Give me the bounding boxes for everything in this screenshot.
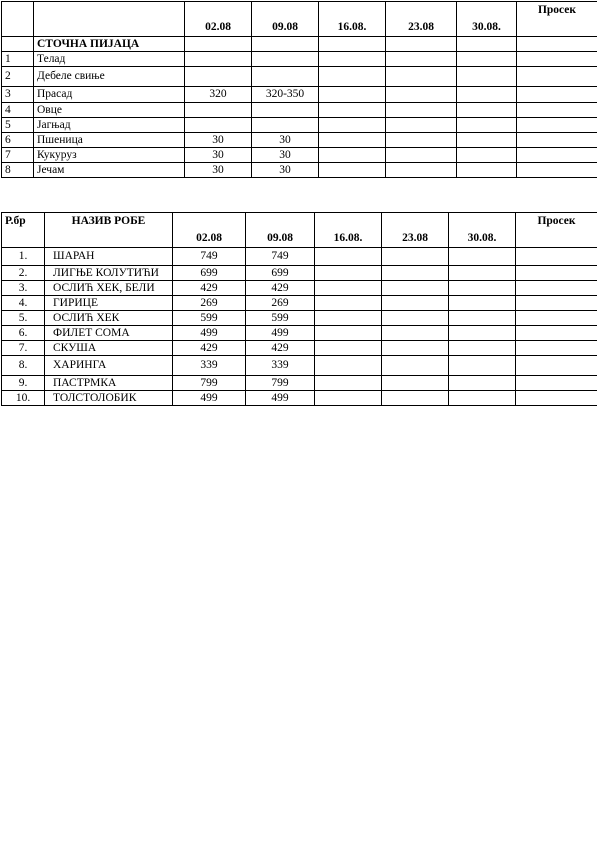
livestock-num-header [2, 2, 34, 37]
price-cell [449, 296, 516, 311]
price-cell: 429 [246, 281, 315, 296]
average-cell [517, 103, 597, 118]
price-cell [449, 326, 516, 341]
average-cell [516, 311, 597, 326]
livestock-table-row [2, 163, 597, 178]
livestock-table-row [2, 67, 597, 87]
livestock-price-table [1, 1, 597, 178]
price-cell [315, 341, 382, 356]
price-cell [315, 356, 382, 376]
row-number: 4. [2, 296, 45, 311]
item-name: Јечам [34, 163, 185, 178]
price-cell: 599 [173, 311, 246, 326]
fish-table-row [2, 341, 597, 356]
item-name: ШАРАН [45, 248, 173, 266]
price-cell [315, 266, 382, 281]
row-number: 9. [2, 376, 45, 391]
price-cell: 699 [173, 266, 246, 281]
price-cell: 30 [185, 163, 252, 178]
price-cell [319, 67, 386, 87]
price-cell [449, 311, 516, 326]
item-name: Кукуруз [34, 148, 185, 163]
fish-table-row [2, 356, 597, 376]
livestock-table-row [2, 103, 597, 118]
average-cell [517, 133, 597, 148]
price-cell: 269 [246, 296, 315, 311]
price-cell [386, 148, 457, 163]
row-number: 4 [2, 103, 34, 118]
row-number: 1. [2, 248, 45, 266]
price-cell [457, 118, 517, 133]
price-cell [252, 118, 319, 133]
row-number: 7 [2, 148, 34, 163]
average-cell [516, 281, 597, 296]
fish-date-header: 09.08 [246, 213, 315, 248]
row-number: 8 [2, 163, 34, 178]
price-cell [449, 266, 516, 281]
average-cell [516, 326, 597, 341]
item-name: ФИЛЕТ СОМА [45, 326, 173, 341]
average-cell [517, 87, 597, 103]
item-name: Дебеле свиње [34, 67, 185, 87]
price-cell [457, 103, 517, 118]
livestock-table-row [2, 133, 597, 148]
item-name: Телад [34, 52, 185, 67]
price-cell: 320-350 [252, 87, 319, 103]
price-cell [252, 52, 319, 67]
livestock-name-header [34, 2, 185, 37]
price-cell [386, 87, 457, 103]
item-name: ПАСТРМКА [45, 376, 173, 391]
price-cell [319, 52, 386, 67]
price-cell [386, 163, 457, 178]
price-cell [457, 87, 517, 103]
livestock-table-row [2, 87, 597, 103]
price-cell: 799 [246, 376, 315, 391]
price-cell: 429 [173, 281, 246, 296]
fish-table-row [2, 281, 597, 296]
item-name: СКУША [45, 341, 173, 356]
price-cell [315, 311, 382, 326]
price-cell [319, 148, 386, 163]
price-cell [386, 52, 457, 67]
fish-table-row [2, 391, 597, 406]
item-name: Пшеница [34, 133, 185, 148]
price-cell [319, 118, 386, 133]
livestock-section-row [2, 37, 597, 52]
price-cell: 30 [252, 148, 319, 163]
price-cell [382, 296, 449, 311]
fish-price-table [1, 212, 597, 406]
livestock-date-header: 02.08 [185, 2, 252, 37]
average-cell [516, 266, 597, 281]
price-cell [185, 103, 252, 118]
price-cell: 749 [246, 248, 315, 266]
livestock-average-header: Просек [517, 2, 597, 37]
row-number: 6 [2, 133, 34, 148]
price-cell [252, 103, 319, 118]
row-number: 1 [2, 52, 34, 67]
price-cell: 499 [173, 326, 246, 341]
average-cell [516, 341, 597, 356]
price-cell [315, 326, 382, 341]
price-cell: 30 [185, 133, 252, 148]
average-cell [517, 67, 597, 87]
fish-num-header: Р.бр [2, 213, 45, 248]
livestock-table-row [2, 118, 597, 133]
row-number: 2. [2, 266, 45, 281]
price-cell [319, 163, 386, 178]
price-cell [449, 391, 516, 406]
item-name: Овце [34, 103, 185, 118]
price-cell: 599 [246, 311, 315, 326]
average-cell [517, 163, 597, 178]
price-cell [449, 281, 516, 296]
price-cell: 429 [246, 341, 315, 356]
price-cell [319, 133, 386, 148]
price-cell [386, 103, 457, 118]
price-cell [382, 281, 449, 296]
price-cell [319, 103, 386, 118]
fish-name-header: НАЗИВ РОБЕ [45, 213, 173, 248]
price-cell [457, 133, 517, 148]
fish-table-row [2, 376, 597, 391]
price-cell [449, 356, 516, 376]
fish-table-row [2, 311, 597, 326]
average-cell [516, 248, 597, 266]
item-name: Јагњад [34, 118, 185, 133]
price-cell: 30 [252, 163, 319, 178]
fish-header-row [2, 213, 597, 248]
item-name: ТОЛСТОЛОБИК [45, 391, 173, 406]
price-cell: 269 [173, 296, 246, 311]
livestock-date-header: 16.08. [319, 2, 386, 37]
price-cell [382, 341, 449, 356]
price-cell [449, 376, 516, 391]
average-cell [516, 356, 597, 376]
fish-table-row [2, 248, 597, 266]
fish-table-row [2, 326, 597, 341]
livestock-section-title: СТОЧНА ПИЈАЦА [34, 37, 185, 52]
price-cell [382, 376, 449, 391]
average-cell [517, 148, 597, 163]
price-cell [457, 163, 517, 178]
price-cell [252, 67, 319, 87]
row-number: 10. [2, 391, 45, 406]
price-cell [382, 391, 449, 406]
livestock-date-header: 09.08 [252, 2, 319, 37]
row-number: 5 [2, 118, 34, 133]
fish-date-header: 16.08. [315, 213, 382, 248]
livestock-header-row [2, 2, 597, 37]
price-cell [382, 356, 449, 376]
price-cell [386, 67, 457, 87]
price-cell [185, 118, 252, 133]
livestock-date-header: 23.08 [386, 2, 457, 37]
item-name: Прасад [34, 87, 185, 103]
average-cell [516, 376, 597, 391]
price-cell [382, 311, 449, 326]
price-cell [382, 266, 449, 281]
price-cell [382, 326, 449, 341]
price-cell [315, 281, 382, 296]
price-cell [315, 248, 382, 266]
price-cell: 499 [246, 391, 315, 406]
price-cell [319, 87, 386, 103]
row-number: 2 [2, 67, 34, 87]
fish-average-header: Просек [516, 213, 597, 248]
price-cell: 30 [252, 133, 319, 148]
livestock-table-row [2, 148, 597, 163]
fish-table-row [2, 266, 597, 281]
fish-date-header: 30.08. [449, 213, 516, 248]
price-cell [315, 296, 382, 311]
price-cell [457, 52, 517, 67]
price-cell: 30 [185, 148, 252, 163]
price-cell [449, 341, 516, 356]
row-number: 6. [2, 326, 45, 341]
row-number: 5. [2, 311, 45, 326]
price-cell [386, 118, 457, 133]
price-cell: 339 [246, 356, 315, 376]
livestock-date-header: 30.08. [457, 2, 517, 37]
price-cell [457, 148, 517, 163]
price-cell [185, 52, 252, 67]
row-number: 3. [2, 281, 45, 296]
item-name: ОСЛИЋ ХЕК, БЕЛИ [45, 281, 173, 296]
price-cell [382, 248, 449, 266]
price-cell: 749 [173, 248, 246, 266]
fish-date-header: 23.08 [382, 213, 449, 248]
fish-table-row [2, 296, 597, 311]
fish-date-header: 02.08 [173, 213, 246, 248]
price-cell [315, 391, 382, 406]
average-cell [516, 296, 597, 311]
row-number: 8. [2, 356, 45, 376]
price-cell: 499 [246, 326, 315, 341]
price-cell [315, 376, 382, 391]
item-name: ХАРИНГА [45, 356, 173, 376]
livestock-table-row [2, 52, 597, 67]
item-name: ОСЛИЋ ХЕК [45, 311, 173, 326]
price-cell: 429 [173, 341, 246, 356]
price-cell [449, 248, 516, 266]
price-cell [185, 67, 252, 87]
price-cell: 320 [185, 87, 252, 103]
price-cell: 339 [173, 356, 246, 376]
price-cell [457, 67, 517, 87]
price-cell: 499 [173, 391, 246, 406]
item-name: ГИРИЦЕ [45, 296, 173, 311]
price-cell [386, 133, 457, 148]
average-cell [517, 118, 597, 133]
price-cell: 799 [173, 376, 246, 391]
price-cell: 699 [246, 266, 315, 281]
average-cell [516, 391, 597, 406]
average-cell [517, 52, 597, 67]
item-name: ЛИГЊЕ КОЛУТИЋИ [45, 266, 173, 281]
row-number: 3 [2, 87, 34, 103]
row-number: 7. [2, 341, 45, 356]
